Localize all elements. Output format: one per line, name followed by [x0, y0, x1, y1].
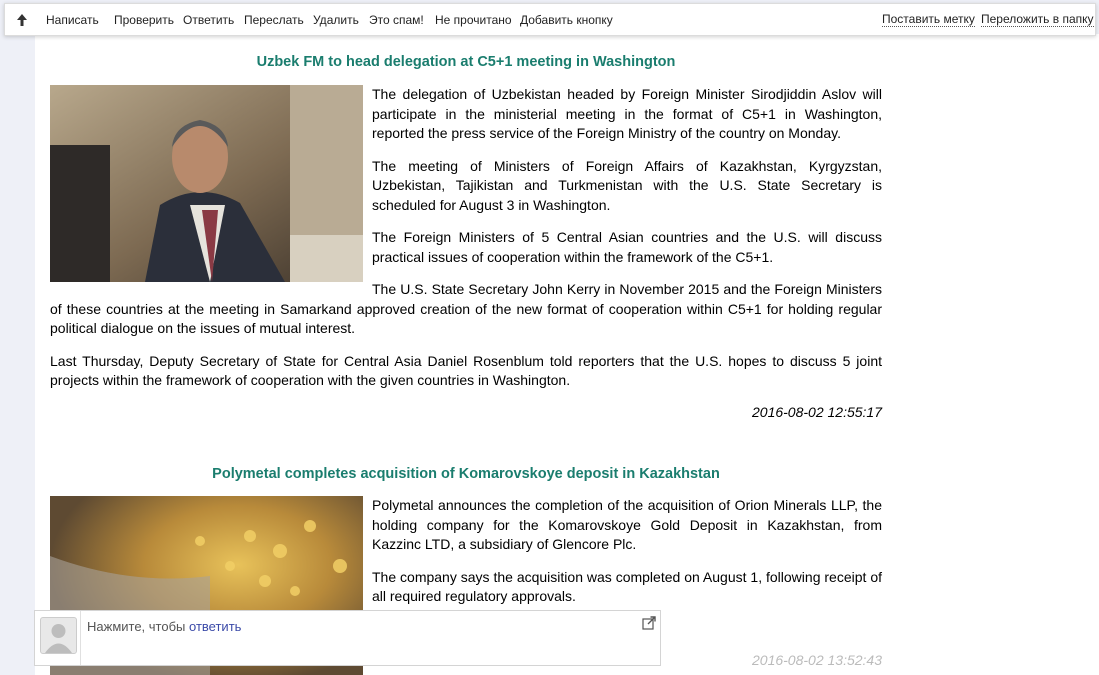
- article-paragraph: Polymetal announces the completion of the acquisition of Orion Minerals LLP, the holding company for the Komarovskoye Gold Deposit in Kazakhstan, from Kazzinc LTD, a subsidiary of Glencore Plc.: [372, 497, 882, 552]
- toolbar: [4, 3, 1096, 36]
- user-silhouette-icon: [41, 618, 76, 653]
- article-paragraph: The U.S. State Secretary John Kerry in November 2015 and the Foreign Ministers of these countries at the meeting in Samarkand approved creation of the new format of cooperation within C5+1 for holding regular political dialogue on the issues of mutual interest.: [50, 281, 882, 336]
- check-button[interactable]: Проверить: [114, 13, 175, 27]
- compose-button[interactable]: Написать: [46, 13, 99, 27]
- article-paragraph: Last Thursday, Deputy Secretary of State for Central Asia Daniel Rosenblum told reporters that the U.S. hopes to discuss 5 joint projects within the framework of cooperation with the given countries in Washington.: [50, 352, 882, 388]
- article-paragraph: The delegation of Uzbekistan headed by Foreign Minister Sirodjiddin Aslov will participate in the ministerial meeting in the format of C5+1 in Washington, reported the press service of the Foreign Ministry of the country on Monday.: [372, 86, 882, 141]
- spam-button[interactable]: Это спам!: [369, 13, 424, 27]
- reply-prompt-text: Нажмите, чтобы: [87, 619, 186, 634]
- article-title[interactable]: Uzbek FM to head delegation at C5+1 meeting in Washington: [256, 54, 676, 70]
- arrow-up-icon[interactable]: [14, 12, 30, 28]
- article-paragraph: The Foreign Ministers of 5 Central Asian countries and the U.S. will discuss practical issues of cooperation within the framework of the C5+1.: [372, 229, 882, 265]
- article-paragraph: The meeting of Ministers of Foreign Affairs of Kazakhstan, Kyrgyzstan, Uzbekistan, Tajikistan and Turkmenistan with the U.S. State Secretary is scheduled for August 3 in Washington.: [372, 157, 882, 213]
- forward-button[interactable]: Переслать: [244, 13, 304, 27]
- avatar: [40, 617, 77, 654]
- expand-external-icon[interactable]: [642, 616, 656, 630]
- delete-button[interactable]: Удалить: [313, 13, 359, 27]
- add-button-button[interactable]: Добавить кнопку: [520, 13, 613, 27]
- article-uzbek-fm: [50, 54, 882, 420]
- article-timestamp: 2016-08-02 12:55:17: [752, 403, 882, 420]
- article-timestamp: 2016-08-02 13:52:43: [752, 652, 882, 668]
- minister-photo: [50, 85, 363, 282]
- set-label-button[interactable]: Поставить метку: [882, 12, 975, 26]
- message-body: [35, 34, 1099, 675]
- reply-link[interactable]: ответить: [189, 619, 242, 634]
- avatar-container: [35, 611, 81, 665]
- reply-button[interactable]: Ответить: [183, 13, 235, 27]
- article-paragraph: The company says the acquisition was completed on August 1, following receipt of all required regulatory approvals.: [372, 568, 882, 604]
- article-title[interactable]: Polymetal completes acquisition of Komarovskoye deposit in Kazakhstan: [212, 466, 720, 482]
- reply-prompt[interactable]: [87, 619, 241, 634]
- mark-unread-button[interactable]: Не прочитано: [435, 13, 512, 27]
- quick-reply-box[interactable]: [34, 610, 661, 666]
- move-to-folder-button[interactable]: Переложить в папку: [981, 12, 1094, 26]
